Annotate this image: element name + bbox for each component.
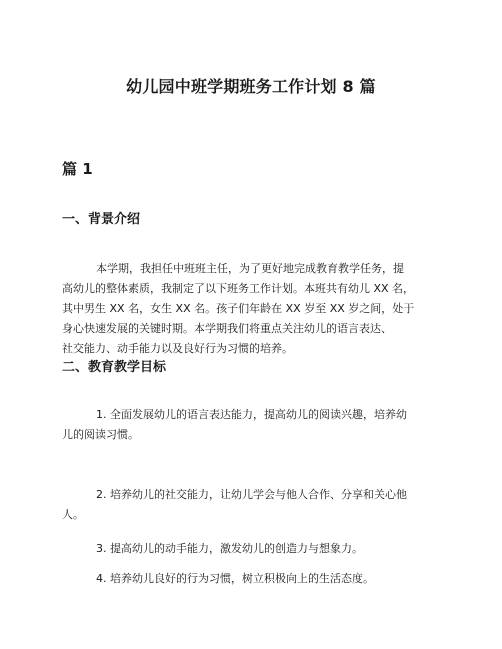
- paragraph-line: 高幼儿的整体素质，我制定了以下班务工作计划。本班共有幼儿 XX 名，: [62, 282, 415, 295]
- goal-item: [62, 569, 374, 589]
- document-title: 幼儿园中班学期班务工作计划 8 篇: [126, 77, 376, 96]
- goal-item-line: 1. 全面发展幼儿的语言表达能力，提高幼儿的阅读兴趣，培养幼: [96, 408, 407, 421]
- section-heading: 篇 1: [62, 160, 93, 178]
- goal-item: [62, 539, 363, 559]
- paragraph-line: 社交能力、动手能力以及良好行为习惯的培养。: [62, 342, 293, 355]
- goal-item-line: 4. 培养幼儿良好的行为习惯，树立积极向上的生活态度。: [96, 572, 374, 585]
- goal-item: [62, 405, 407, 445]
- goal-item-line: 2. 培养幼儿的社交能力，让幼儿学会与他人合作、分享和关心他: [96, 488, 407, 501]
- goal-item-line: 儿的阅读习惯。: [62, 428, 139, 441]
- paragraph-line: 其中男生 XX 名，女生 XX 名。孩子们年龄在 XX 岁至 XX 岁之间，处于: [62, 302, 415, 315]
- goals-heading: 二、教育教学目标: [62, 360, 167, 375]
- paragraph-line: 本学期，我担任中班班主任，为了更好地完成教育教学任务，提: [96, 262, 404, 275]
- goal-item: [62, 485, 407, 525]
- background-heading: 一、背景介绍: [62, 212, 141, 227]
- paragraph-line: 身心快速发展的关键时期。本学期我们将重点关注幼儿的语言表达、: [62, 322, 392, 335]
- background-paragraph: [62, 259, 442, 359]
- goal-item-line: 人。: [62, 508, 84, 521]
- goal-item-line: 3. 提高幼儿的动手能力，激发幼儿的创造力与想象力。: [96, 542, 363, 555]
